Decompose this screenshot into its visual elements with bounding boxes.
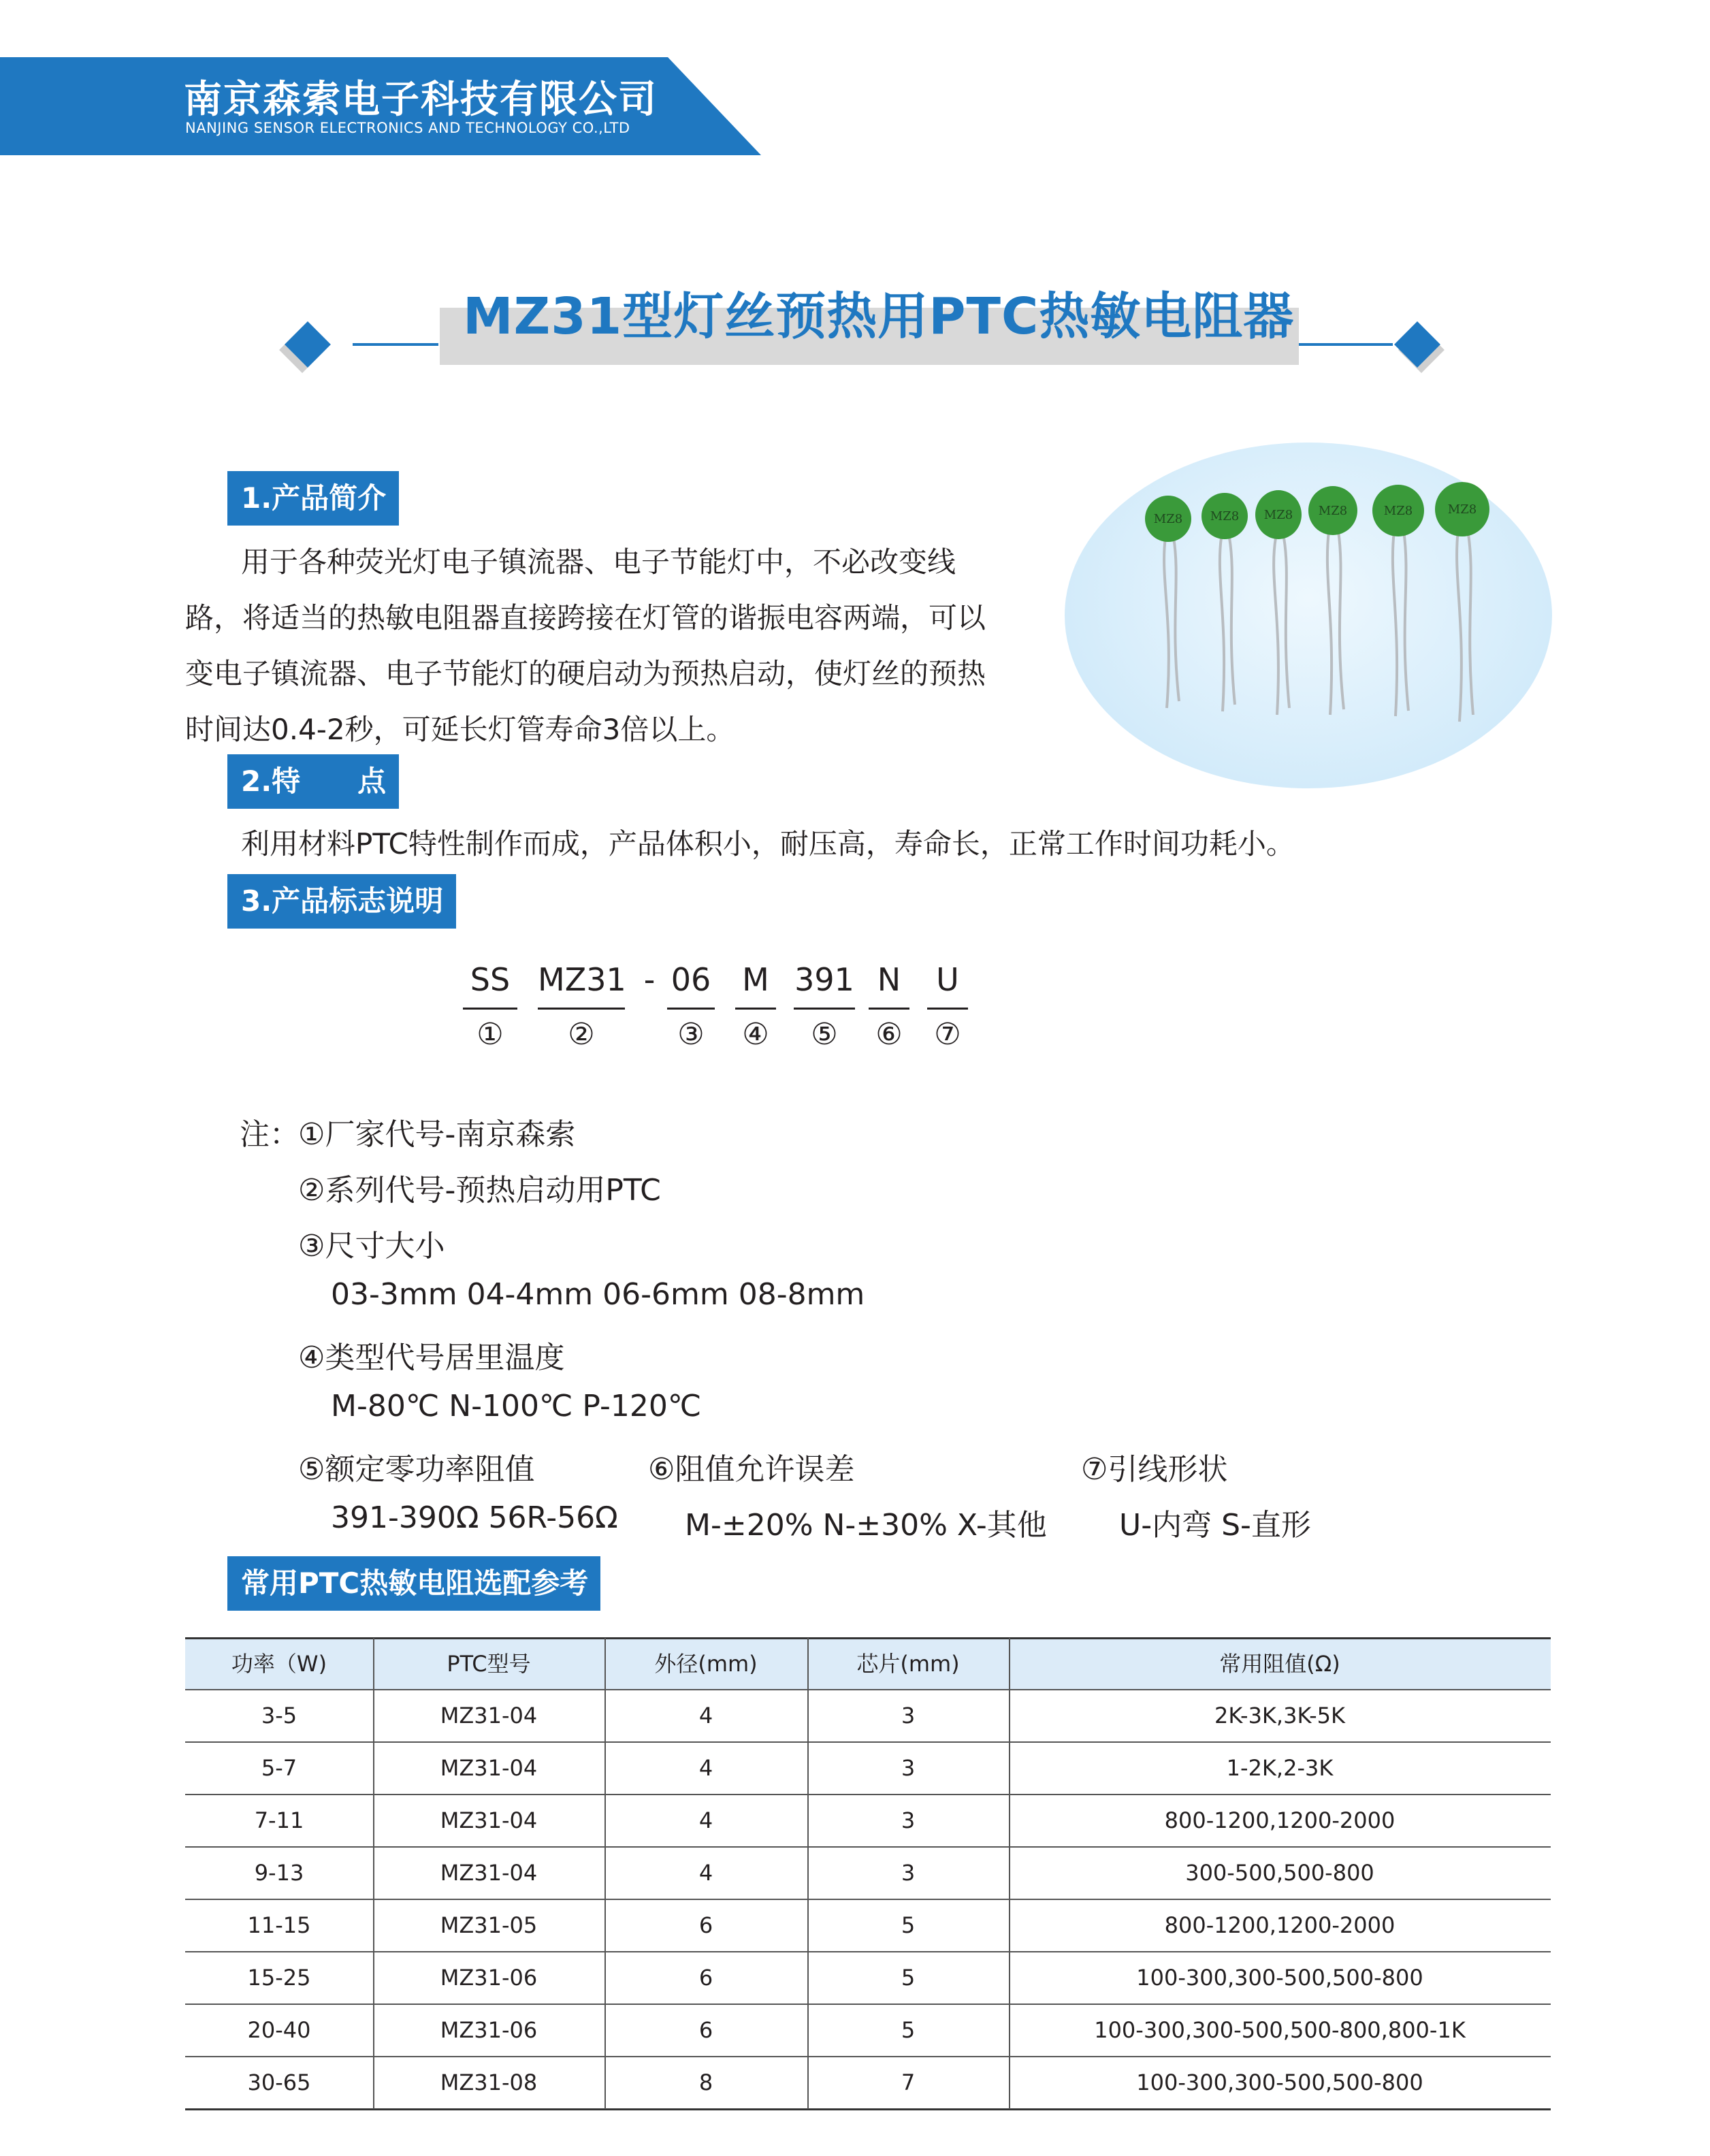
table-cell: MZ31-04 bbox=[440, 1755, 538, 1781]
note-item: ①厂家代号-南京森索 bbox=[298, 1117, 576, 1152]
table-cell: 100-300,300-500,500-800 bbox=[1136, 2070, 1423, 2095]
company-name-cn: 南京森索电子科技有限公司 bbox=[184, 78, 658, 122]
component-label: MZ8 bbox=[1153, 512, 1183, 526]
component-label: MZ8 bbox=[1263, 508, 1293, 522]
code-underline bbox=[927, 1008, 968, 1010]
product-photo bbox=[1065, 443, 1552, 788]
table-cell: 7 bbox=[901, 2070, 916, 2095]
section-heading-selection: 常用PTC热敏电阻选配参考 bbox=[227, 1556, 600, 1611]
table-cell: MZ31-06 bbox=[440, 1965, 538, 1991]
code-number: ⑤ bbox=[811, 1017, 838, 1052]
table-cell: 5-7 bbox=[261, 1755, 297, 1781]
table-cell: 6 bbox=[698, 2017, 713, 2043]
component-leads bbox=[1164, 530, 1473, 722]
table-header-cell: PTC型号 bbox=[447, 1651, 531, 1677]
table-cell: 1-2K,2-3K bbox=[1226, 1755, 1334, 1781]
code-underline bbox=[794, 1008, 855, 1010]
table-cell: 3 bbox=[901, 1703, 916, 1728]
note-col5-value: 391-390Ω 56R-56Ω bbox=[331, 1500, 618, 1535]
table-cell: 100-300,300-500,500-800 bbox=[1136, 1965, 1423, 1991]
note-item: ③尺寸大小 bbox=[298, 1229, 445, 1264]
table-cell: 800-1200,1200-2000 bbox=[1164, 1807, 1396, 1833]
table-cell: 6 bbox=[698, 1965, 713, 1991]
code-size: 06 bbox=[671, 961, 711, 998]
component-label: MZ8 bbox=[1318, 504, 1348, 518]
table-cell: 4 bbox=[698, 1860, 713, 1886]
code-lead: U bbox=[936, 961, 959, 998]
table-cell: 300-500,500-800 bbox=[1185, 1860, 1374, 1886]
table-cell: MZ31-04 bbox=[440, 1703, 538, 1728]
table-cell: 5 bbox=[901, 1965, 916, 1991]
code-separator: - bbox=[643, 961, 656, 998]
table-cell: 5 bbox=[901, 2017, 916, 2043]
note-col5-title: ⑤额定零功率阻值 bbox=[298, 1452, 535, 1487]
table-cell: 3 bbox=[901, 1755, 916, 1781]
table-cell: 15-25 bbox=[247, 1965, 311, 1991]
table-cell: 100-300,300-500,500-800,800-1K bbox=[1094, 2017, 1466, 2043]
table-cell: 4 bbox=[698, 1807, 713, 1833]
note-col6-title: ⑥阻值允许误差 bbox=[648, 1452, 855, 1487]
note-col7-title: ⑦引线形状 bbox=[1081, 1452, 1228, 1487]
page-title: MZ31型灯丝预热用PTC热敏电阻器 bbox=[463, 287, 1295, 346]
code-number: ② bbox=[568, 1017, 595, 1052]
code-type: M bbox=[742, 961, 769, 998]
code-underline bbox=[869, 1008, 909, 1010]
intro-line: 变电子镇流器、电子节能灯的硬启动为预热启动，使灯丝的预热 bbox=[185, 657, 986, 690]
code-underline bbox=[538, 1008, 625, 1010]
table-cell: MZ31-04 bbox=[440, 1860, 538, 1886]
code-number: ③ bbox=[677, 1017, 705, 1052]
table-cell: 3 bbox=[901, 1860, 916, 1886]
table-cell: 3-5 bbox=[261, 1703, 297, 1728]
code-underline bbox=[735, 1008, 776, 1010]
code-resistance: 391 bbox=[794, 961, 854, 998]
table-cell: 7-11 bbox=[254, 1807, 304, 1833]
section-heading-marking: 3.产品标志说明 bbox=[227, 874, 456, 929]
table-cell: 2K-3K,3K-5K bbox=[1214, 1703, 1345, 1728]
notes-prefix: 注： bbox=[240, 1117, 300, 1152]
table-cell: 6 bbox=[698, 1912, 713, 1938]
component-label: MZ8 bbox=[1210, 509, 1240, 524]
code-series: MZ31 bbox=[538, 961, 626, 998]
table-cell: 9-13 bbox=[254, 1860, 304, 1886]
table-cell: 30-65 bbox=[247, 2070, 311, 2095]
table-cell: 4 bbox=[698, 1755, 713, 1781]
intro-line: 路，将适当的热敏电阻器直接跨接在灯管的谐振电容两端，可以 bbox=[185, 601, 986, 634]
table-cell: 3 bbox=[901, 1807, 916, 1833]
table-cell: 800-1200,1200-2000 bbox=[1164, 1912, 1396, 1938]
note-item: M-80℃ N-100℃ P-120℃ bbox=[331, 1389, 702, 1423]
table-cell: MZ31-06 bbox=[440, 2017, 538, 2043]
table-cell: MZ31-05 bbox=[440, 1912, 538, 1938]
table-cell: 5 bbox=[901, 1912, 916, 1938]
company-name-en: NANJING SENSOR ELECTRONICS AND TECHNOLOGY CO.,LTD bbox=[185, 120, 630, 136]
code-underline bbox=[463, 1008, 517, 1010]
section-heading-features: 2.特 点 bbox=[227, 754, 399, 809]
table-cell: 8 bbox=[698, 2070, 713, 2095]
thermistor-components-image bbox=[1065, 443, 1552, 788]
table-cell: MZ31-04 bbox=[440, 1807, 538, 1833]
table-header-cell: 功率（W) bbox=[231, 1651, 327, 1677]
code-number: ⑥ bbox=[875, 1017, 903, 1052]
note-item: ④类型代号居里温度 bbox=[298, 1340, 565, 1375]
table-cell: 11-15 bbox=[247, 1912, 311, 1938]
code-underline bbox=[667, 1008, 715, 1010]
table-cell: 20-40 bbox=[247, 2017, 311, 2043]
table-header-cell: 芯片(mm) bbox=[856, 1651, 960, 1677]
note-col6-value: M-±20% N-±30% X-其他 bbox=[685, 1508, 1047, 1543]
component-label: MZ8 bbox=[1447, 502, 1477, 517]
code-ss: SS bbox=[470, 961, 511, 998]
title-line-left bbox=[353, 343, 438, 346]
intro-line: 用于各种荧光灯电子镇流器、电子节能灯中，不必改变线 bbox=[241, 545, 956, 579]
table-cell: MZ31-08 bbox=[440, 2070, 538, 2095]
table-header-cell: 外径(mm) bbox=[654, 1651, 758, 1677]
intro-line: 时间达0.4-2秒，可延长灯管寿命3倍以上。 bbox=[185, 713, 735, 746]
section-heading-intro: 1.产品简介 bbox=[227, 471, 399, 526]
code-number: ① bbox=[477, 1017, 504, 1052]
code-number: ④ bbox=[742, 1017, 769, 1052]
code-tolerance: N bbox=[877, 961, 901, 998]
code-number: ⑦ bbox=[934, 1017, 961, 1052]
table-cell: 4 bbox=[698, 1703, 713, 1728]
features-text: 利用材料PTC特性制作而成，产品体积小，耐压高，寿命长，正常工作时间功耗小。 bbox=[241, 827, 1295, 860]
note-col7-value: U-内弯 S-直形 bbox=[1119, 1508, 1311, 1543]
component-label: MZ8 bbox=[1383, 504, 1413, 518]
note-item: 03-3mm 04-4mm 06-6mm 08-8mm bbox=[331, 1277, 865, 1312]
component-bodies bbox=[1145, 482, 1489, 542]
note-item: ②系列代号-预热启动用PTC bbox=[298, 1173, 661, 1208]
table-header-cell: 常用阻值(Ω) bbox=[1219, 1651, 1340, 1677]
title-line-right bbox=[1299, 343, 1393, 346]
